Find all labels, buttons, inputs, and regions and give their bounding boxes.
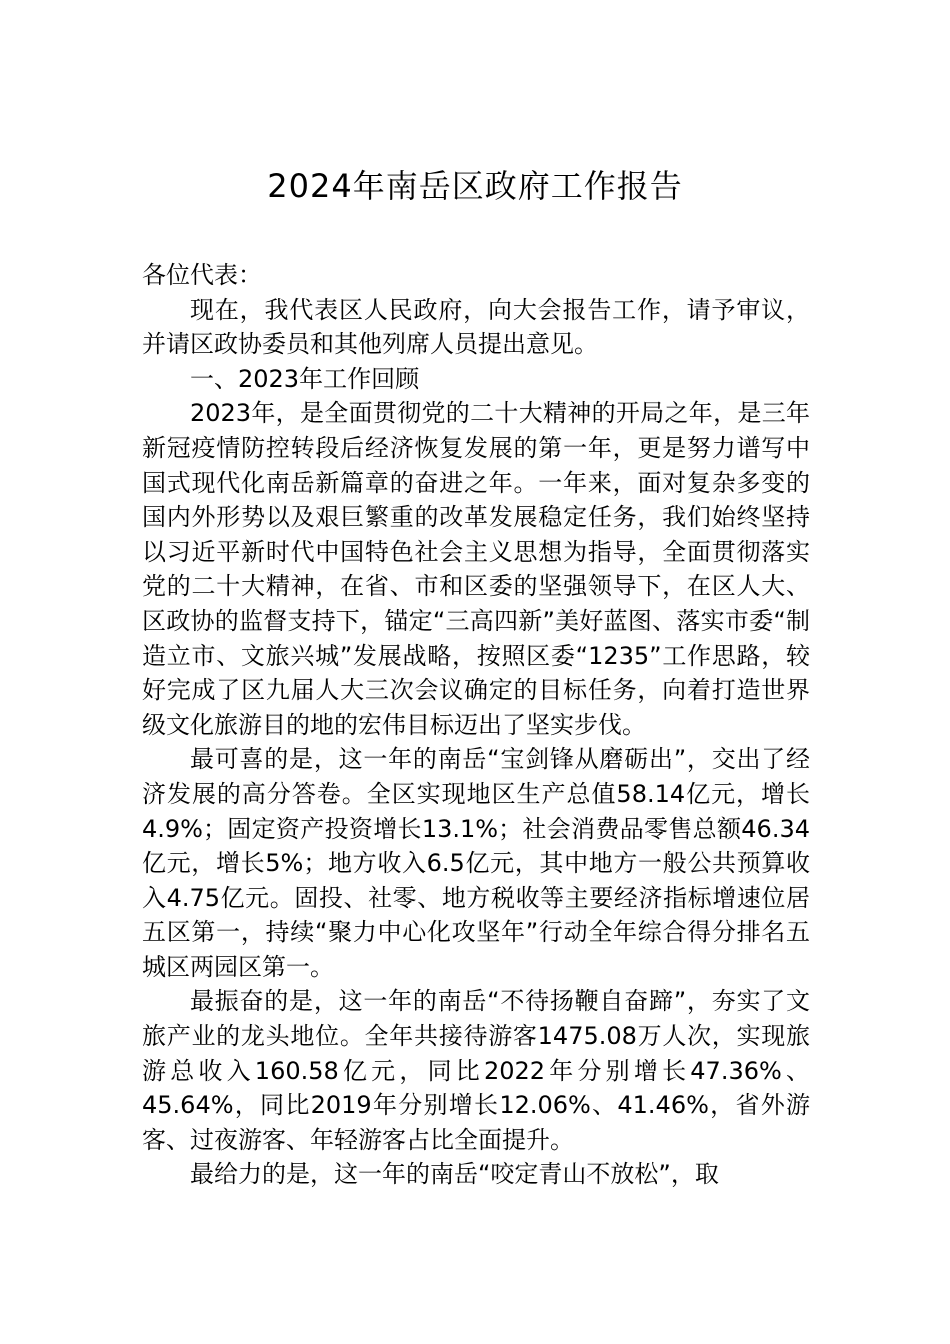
paragraph-economy: 最可喜的是，这一年的南岳“宝剑锋从磨砺出”，交出了经济发展的高分答卷。全区实现地区生产总值58.14亿元，增长4.9%；固定资产投资增长13.1%；社会消费品零售总额46.34亿元，增长5%；地方收入6.5亿元，其中地方一般公共预算收入4.75亿元。固投、社零、地方税收等主要经济指标增速位居五区第一，持续“聚力中心化攻坚年”行动全年综合得分排名五城区两园区第一。 xyxy=(142,745,810,981)
document-body xyxy=(142,258,810,1192)
paragraph-intro: 现在，我代表区人民政府，向大会报告工作，请予审议，并请区政协委员和其他列席人员提出意见。 xyxy=(142,295,810,359)
paragraph-continued: 最给力的是，这一年的南岳“咬定青山不放松”，取 xyxy=(190,1160,719,1189)
document-title: 2024年南岳区政府工作报告 xyxy=(267,167,683,205)
paragraph-tourism: 最振奋的是，这一年的南岳“不待扬鞭自奋蹄”，夯实了文旅产业的龙头地位。全年共接待游客1475.08万人次，实现旅游总收入160.58亿元，同比2022年分别增长47.36%、45.64%，同比2019年分别增长12.06%、41.46%，省外游客、过夜游客、年轻游客占比全面提升。 xyxy=(142,987,810,1154)
section-heading: 一、2023年工作回顾 xyxy=(190,364,420,393)
salutation: 各位代表： xyxy=(142,261,262,289)
paragraph-overview: 2023年，是全面贯彻党的二十大精神的开局之年，是三年新冠疫情防控转段后经济恢复发展的第一年，更是努力谱写中国式现代化南岳新篇章的奋进之年。一年来，面对复杂多变的国内外形势以及艰巨繁重的改革发展稳定任务，我们始终坚持以习近平新时代中国特色社会主义思想为指导，全面贯彻落实党的二十大精神，在省、市和区委的坚强领导下，在区人大、区政协的监督支持下，锚定“三高四新”美好蓝图、落实市委“制造立市、文旅兴城”发展战略，按照区委“1235”工作思路，较好完成了区九届人大三次会议确定的目标任务，向着打造世界级文化旅游目的地的宏伟目标迈出了坚实步伐。 xyxy=(142,399,810,739)
